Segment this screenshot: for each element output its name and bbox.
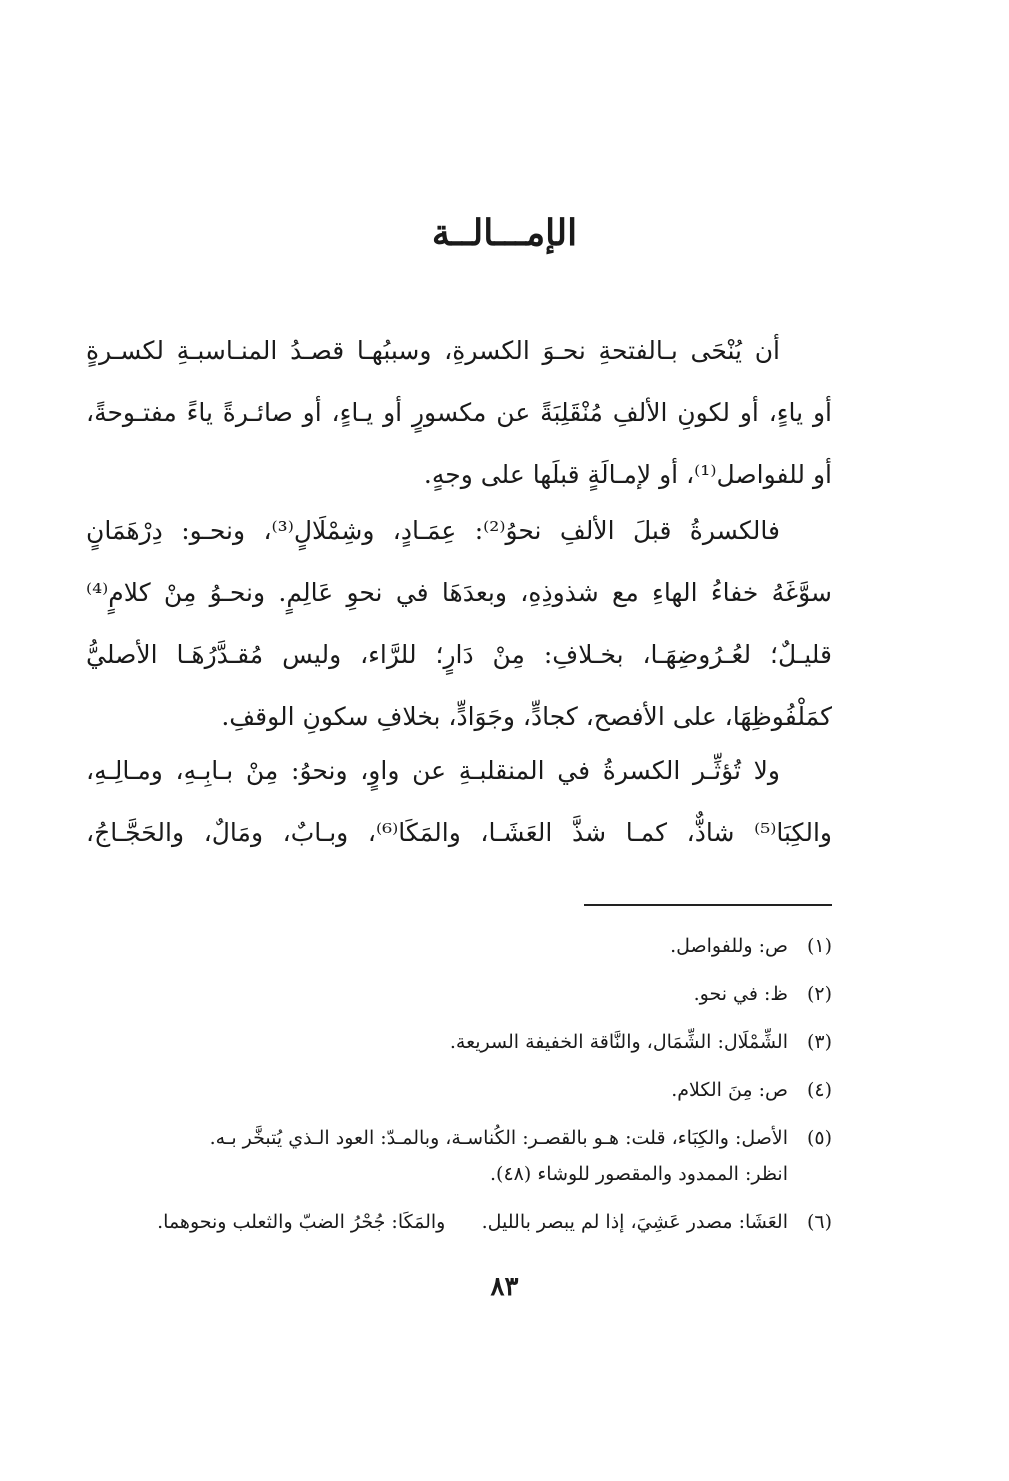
paragraph-line: والكِبَا⁽⁵⁾ شاذٌّ، كمـا شذَّ العَشَـا، والمَكَا⁽⁶⁾، وبـابٌ، ومَالٌ، والحَجَّـاجُ،: [86, 818, 832, 847]
footnote-divider: [584, 904, 832, 906]
footnote-number: (٣): [806, 1031, 832, 1053]
paragraph-line: فالكسرةُ قبلَ الألفِ نحوُ⁽²⁾: عِمَـادٍ، وشِمْلَالٍ⁽³⁾، ونحـو: دِرْهَمَانٍ: [86, 516, 780, 545]
footnote: [86, 1072, 832, 1108]
chapter-title: الإمـــالــة: [431, 212, 578, 254]
footnote-number: (٤): [806, 1079, 832, 1101]
footnote-number: (٥): [806, 1127, 832, 1149]
paragraph-line: أن يُنْحَى بـالفتحةِ نحـوَ الكسرةِ، وسببُهـا قصـدُ المنـاسبـةِ لكسـرةٍ: [86, 336, 780, 365]
paragraph-line: سوَّغَهُ خفاءُ الهاءِ مع شذوذِهِ، وبعدَهَا في نحوِ عَالِمٍ. ونحـوُ مِنْ كلامٍ⁽⁴⁾: [86, 578, 832, 607]
footnote: [86, 1204, 832, 1240]
footnote: [86, 1120, 832, 1192]
paragraph-line: ولا تُؤثِّـر الكسرةُ في المنقلبـةِ عن واوٍ، ونحوُ: مِنْ بـابِـهِ، ومـالِـهِ،: [86, 756, 780, 785]
footnote-text: الأصل: والكِبَاء، قلت: هـو بالقصـر: الكُناسـة، وبالمـدّ: العود الـذي يُتبخَّر بـه.: [209, 1127, 788, 1149]
footnote-text: ص: مِنَ الكلام.: [671, 1079, 788, 1101]
paragraph-line: قليـلٌ؛ لعُـرُوضِهَـا، بخـلافِ: مِنْ دَارٍ؛ للرَّاء، وليس مُقـدَّرُهَـا الأصليُّ: [86, 640, 832, 669]
footnote-number: (١): [806, 935, 832, 957]
footnote-body: [86, 1120, 788, 1192]
footnote: [86, 928, 832, 964]
footnote: [86, 976, 832, 1012]
footnotes: [86, 928, 832, 1252]
footnote-text: العَشَا: مصدر عَشِيَ، إذا لم يبصر بالليل. والمَكَا: جُحْرُ الضبّ والثعلب ونحوهما.: [157, 1211, 788, 1233]
paragraph-line: كمَلْفُوظِهَا، على الأفصح، كجادٍّ، وجَوَادٍّ، بخلافِ سكونِ الوقفِ.: [221, 702, 832, 731]
page-number: ٨٣: [490, 1272, 519, 1302]
paragraph-line: أو للفواصل⁽¹⁾، أو لإمـالَةٍ قبلَها على وجهٍ.: [423, 460, 832, 489]
footnote-subtext: انظر: الممدود والمقصور للوشاء (٤٨).: [490, 1163, 788, 1185]
paragraph-2: [86, 500, 832, 748]
footnote-text: ظ: في نحو.: [693, 983, 788, 1005]
footnote-text: ص: وللفواصل.: [670, 935, 788, 957]
footnote-number: (٢): [806, 983, 832, 1005]
paragraph-1: [86, 320, 832, 506]
footnote-number: (٦): [806, 1211, 832, 1233]
paragraph-3: [86, 740, 832, 864]
footnote: [86, 1024, 832, 1060]
paragraph-line: أو ياءٍ، أو لكونِ الألفِ مُنْقَلِبَةً عن مكسورٍ أو يـاءٍ، أو صائـرةً ياءً مفتـوحةً،: [86, 398, 832, 427]
footnote-text: الشِّمْلَال: الشِّمَال، والنَّاقة الخفيفة السريعة.: [449, 1031, 788, 1053]
